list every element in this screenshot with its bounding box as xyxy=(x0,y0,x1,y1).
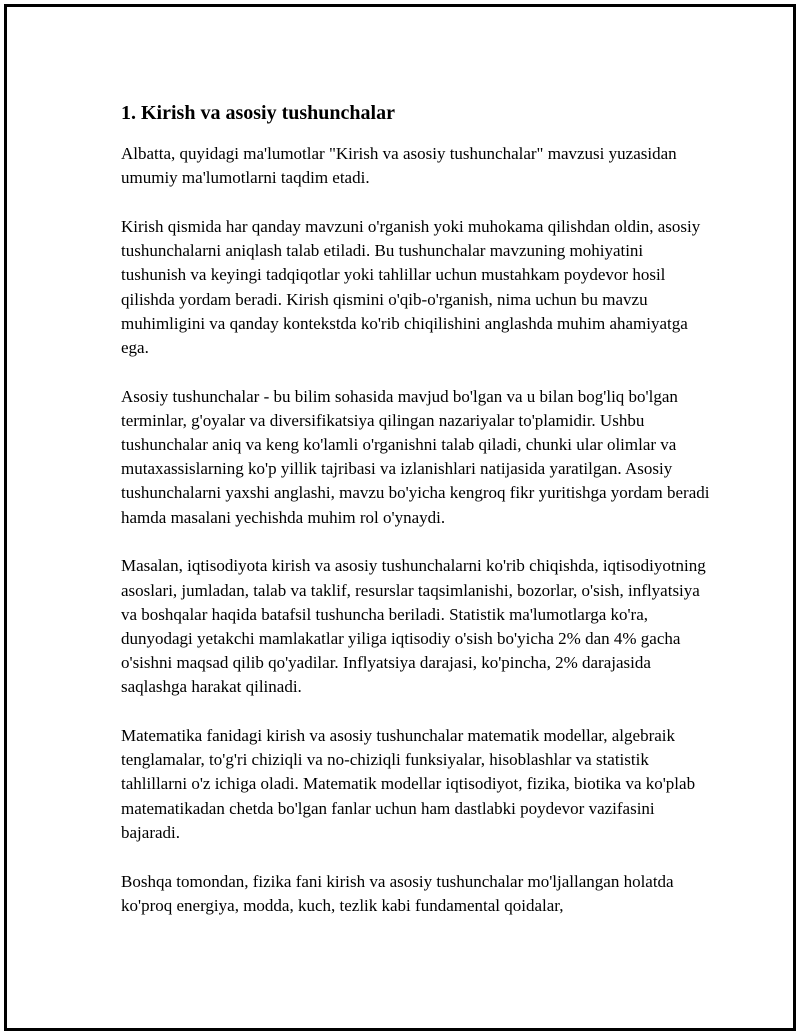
section-title: 1. Kirish va asosiy tushunchalar xyxy=(121,102,395,124)
document-body xyxy=(121,99,711,942)
paragraph-kirish: Kirish qismida har qanday mavzuni o'rganish yoki muhokama qilishdan oldin, asosiy tushunchalarni aniqlash talab etiladi. Bu tushunchalar mavzuning mohiyatini tushunish va keyingi tadqiqotlar yoki tahlillar uchun mustahkam poydevor hosil qilishda yordam beradi. Kirish qismini o'qib-o'rganish, nima uchun bu mavzu muhimligini va qanday kontekstda ko'rib chiqilishini anglashda muhim ahamiyatga ega. xyxy=(121,216,701,357)
page-frame xyxy=(4,4,796,1031)
paragraph-matematika: Matematika fanidagi kirish va asosiy tushunchalar matematik modellar, algebraik tenglamalar, to'g'ri chiziqli va no-chiziqli funksiyalar, hisoblashlar va statistik tahlillarni o'z ichiga oladi. Matematik modellar iqtisodiyot, fizika, biotika va ko'plab matematikadan chetda bo'lgan fanlar uchun ham dastlabki poydevor vazifasini bajaradi. xyxy=(121,726,696,842)
paragraph-asosiy-tushunchalar: Asosiy tushunchalar - bu bilim sohasida mavjud bo'lgan va u bilan bog'liq bo'lgan terminlar, g'oyalar va diversifikatsiya qilingan nazariyalar to'plamidir. Ushbu tushunchalar aniq va keng ko'lamli o'rganishni talab qiladi, chunki ular olimlar va mutaxassislarning ko'p yillik tajribasi va izlanishlari natijasida yaratilgan. Asosiy tushunchalarni yaxshi anglashi, mavzu bo'yicha kengroq fikr yuritishga yordam beradi hamda masalani yechishda muhim rol o'ynaydi. xyxy=(121,386,710,527)
paragraph-iqtisodiyot: Masalan, iqtisodiyota kirish va asosiy tushunchalarni ko'rib chiqishda, iqtisodiyotning asoslari, jumladan, talab va taklif, resurslar taqsimlanishi, bozorlar, o'sish, inflyatsiya va boshqalar haqida batafsil tushuncha beriladi. Statistik ma'lumotlarga ko'ra, dunyodagi yetakchi mamlakatlar yiliga iqtisodiy o'sish bo'yicha 2% dan 4% gacha o'sishni maqsad qilib qo'yadilar. Inflyatsiya darajasi, ko'pincha, 2% darajasida saqlashga harakat qilinadi. xyxy=(121,556,706,697)
paragraph-intro: Albatta, quyidagi ma'lumotlar "Kirish va asosiy tushunchalar" mavzusi yuzasidan umumiy ma'lumotlarni taqdim etadi. xyxy=(121,144,677,188)
paragraph-fizika: Boshqa tomondan, fizika fani kirish va asosiy tushunchalar mo'ljallangan holatda ko'proq energiya, modda, kuch, tezlik kabi fundamental qoidalar, xyxy=(121,871,674,915)
